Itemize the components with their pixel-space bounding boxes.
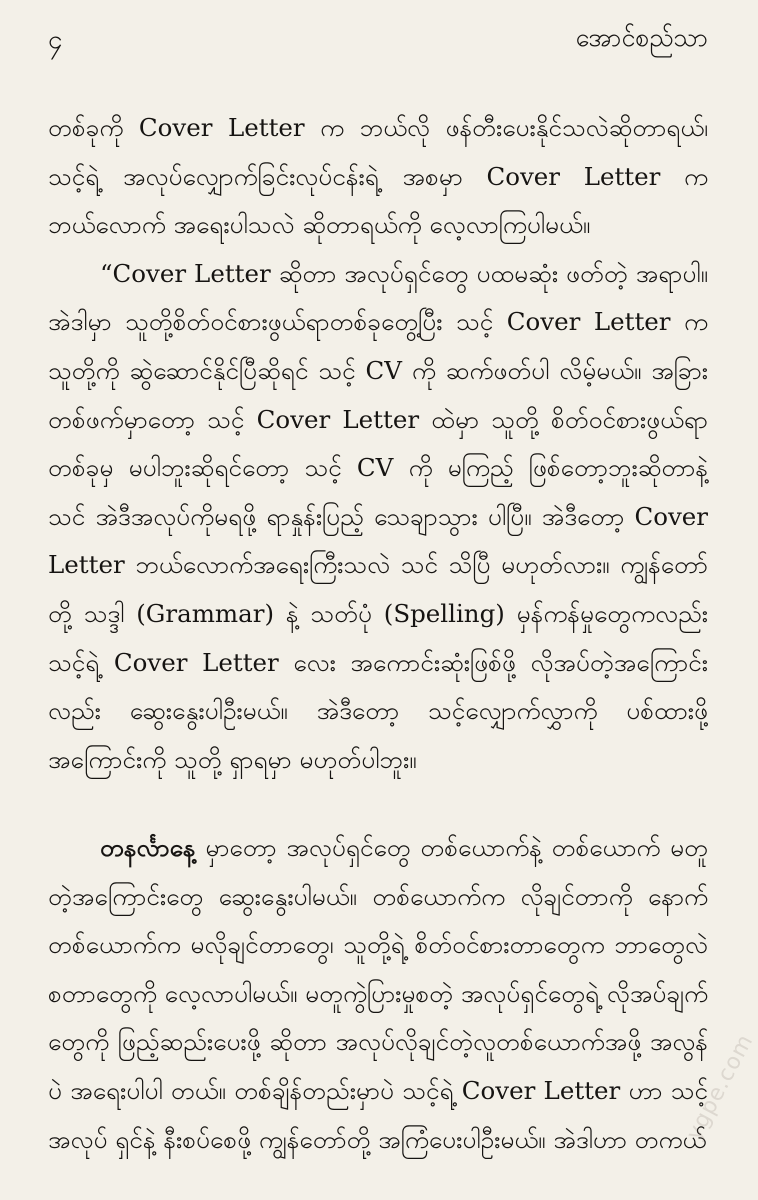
body-text-top: [48, 104, 708, 784]
running-title: အောင်စည်သာ: [575, 23, 708, 52]
paragraph-3-lead: တနင်္လာနေ့: [100, 833, 196, 862]
page-header: [48, 22, 708, 62]
paragraph-3-text: မှာတော့ အလုပ်ရှင်တွေ တစ်ယောက်နဲ့ တစ်ယောက် မတူတဲ့အကြောင်းတွေ ဆွေးနွေးပါမယ်။ တစ်ယောက်က လိုချင်တာကို နောက်တစ်ယောက်က မလိုချင်တာတွေ၊ သူတို့ရဲ့ စိတ်ဝင်စားတာတွေက ဘာတွေလဲ စတာတွေကို လေ့လာပါမယ်။ မတူကွဲပြားမှုစတဲ့ အလုပ်ရှင်တွေရဲ့ လိုအပ်ချက်တွေကို ဖြည့်ဆည်းပေးဖို့ ဆိုတာ အလုပ်လိုချင်တဲ့လူတစ်ယောက်အဖို့ အလွန်ပဲ အရေးပါပါ တယ်။ တစ်ချိန်တည်းမှာပဲ သင့်ရဲ့ Cover Letter ဟာ သင့် အလုပ် ရှင်နဲ့ နီးစပ်စေဖို့ ကျွန်တော်တို့ အကြံပေးပါဦးမယ်။ အဲဒါဟာ တကယ်: [48, 833, 708, 1154]
page-number: ၄: [48, 25, 63, 55]
watermark: ygpe.com: [681, 1030, 758, 1145]
paragraph-1: တစ်ခုကို Cover Letter က ဘယ်လို ဖန်တီးပေးနိုင်သလဲဆိုတာရယ်၊ သင့်ရဲ့ အလုပ်လျှောက်ခြင်းလုပ်ငန်းရဲ့ အစမှာ Cover Letter က ဘယ်လောက် အရေးပါသလဲ ဆိုတာရယ်ကို လေ့လာကြပါမယ်။: [48, 113, 708, 240]
paragraph-2: “Cover Letter ဆိုတာ အလုပ်ရှင်တွေ ပထမဆုံး ဖတ်တဲ့ အရာပါ။ အဲဒါမှာ သူတို့စိတ်ဝင်စားဖွယ်ရာတစ်ခုတွေ့ပြီး သင့် Cover Letter က သူတို့ကို ဆွဲဆောင်နိုင်ပြီဆိုရင် သင့် CV ကို ဆက်ဖတ်ပါ လိမ့်မယ်။ အခြားတစ်ဖက်မှာတော့ သင့် Cover Letter ထဲမှာ သူတို့ စိတ်ဝင်စားဖွယ်ရာတစ်ခုမှ မပါဘူးဆိုရင်တော့ သင့် CV ကို မကြည့် ဖြစ်တော့ဘူးဆိုတာနဲ့ သင် အဲဒီအလုပ်ကိုမရဖို့ ရာနှုန်းပြည့် သေချာသွား ပါပြီ။ အဲဒီတော့ Cover Letter ဘယ်လောက်အရေးကြီးသလဲ သင် သိပြီ မဟုတ်လား။ ကျွန်တော်တို့ သဒ္ဒါ (Grammar) နဲ့ သတ်ပုံ (Spelling) မှန်ကန်မှုတွေကလည်း သင့်ရဲ့ Cover Letter လေး အကောင်းဆုံးဖြစ်ဖို့ လိုအပ်တဲ့အကြောင်းလည်း ဆွေးနွေးပါဦးမယ်။ အဲဒီတော့ သင့်လျှောက်လွှာကို ပစ်ထားဖို့အကြောင်းကို သူတို့ ရှာရမှာ မဟုတ်ပါဘူး။: [48, 258, 708, 774]
paragraph-3: [48, 824, 708, 1164]
body-text-bottom: [48, 824, 708, 1164]
